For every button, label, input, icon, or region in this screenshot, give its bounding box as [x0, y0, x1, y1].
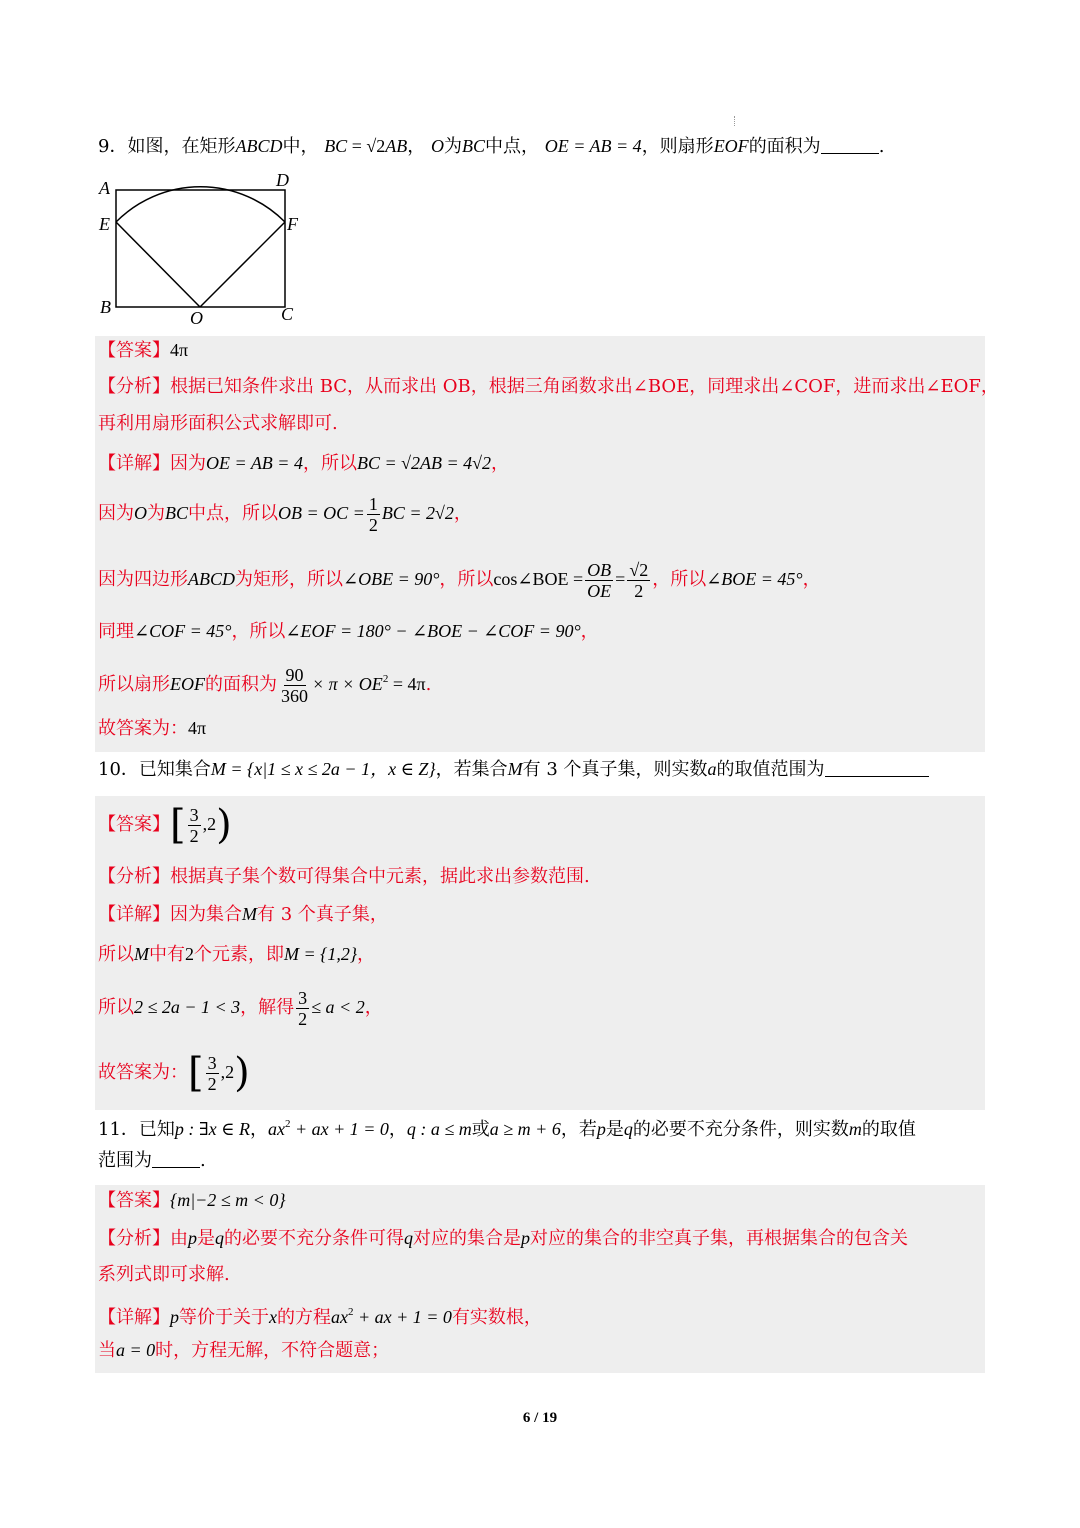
- q9-stem: 9．如图，在矩形ABCD中， BC = √2AB， O为BC中点， OE = AB = 4，则扇形EOF的面积为 .: [98, 136, 885, 157]
- q10-analysis: 【分析】根据真子集个数可得集合中元素，据此求出参数范围.: [98, 866, 590, 887]
- fraction-90-360: $\frac{90}{360}$: [281, 664, 308, 706]
- q11-detail-line2: 当a = 0时，方程无解，不符合题意；: [98, 1340, 390, 1361]
- segment-of: [200, 222, 285, 307]
- label-a: A: [99, 178, 110, 198]
- q10-detail-line1: 【详解】因为集合M有 3 个真子集，: [98, 904, 388, 925]
- fraction-sqrt2-2: $\frac{√2}{2}$: [629, 559, 649, 601]
- q10-answer: 【答案】[ $\frac{3}{2}$ ,2): [98, 802, 232, 848]
- answer-blank: [152, 1150, 200, 1168]
- q10-detail-line2: 所以M中有2个元素，即M = {1,2}，: [98, 944, 376, 965]
- rectangle-sector-figure: [95, 170, 310, 330]
- crop-mark: [734, 116, 735, 126]
- q9-analysis-line2: 再利用扇形面积公式求解即可.: [98, 413, 338, 434]
- label-b: B: [100, 297, 111, 317]
- label-c: C: [281, 304, 294, 324]
- q9-detail-line5: 所以扇形EOF的面积为 $\frac{90}{360}$ × $\pi \times OE^2 = 4\pi$.: [98, 664, 432, 706]
- q9-detail-line4: 同理∠COF = 45°，所以∠EOF = 180° − ∠BOE − ∠COF = 90°，: [98, 621, 599, 642]
- page-number: 6 / 19: [522, 1410, 558, 1426]
- answer-blank: [825, 759, 929, 777]
- fraction-ob-oe: $\frac{OB}{OE}$: [587, 559, 612, 601]
- q11-analysis-line2: 系列式即可求解.: [98, 1264, 230, 1285]
- label-d: D: [276, 170, 289, 190]
- q11-stem-line1: 11．已知p : ∃x ∈ R，$ax^2$ + ax + 1 = 0，q : a ≤ m或a ≥ m + 6，若p是q的必要不充分条件，则实数m的取值: [98, 1118, 916, 1140]
- q9-analysis-line1: 【分析】根据已知条件求出 BC，从而求出 OB，根据三角函数求出∠BOE，同理求出∠COF，进而求出∠EOF，: [98, 376, 999, 397]
- sector-arc: [116, 187, 285, 222]
- q11-detail-line1: 【详解】p等价于关于x的方程$ax^2$ + ax + 1 = 0有实数根，: [98, 1306, 542, 1328]
- q10-stem: 10．已知集合M = {x|1 ≤ x ≤ 2a − 1，x ∈ Z}，若集合M有 3 个真子集，则实数a的取值范围为: [98, 756, 929, 783]
- q9-detail-line1: 【详解】因为OE = AB = 4，所以BC = √2AB = 4√2，: [98, 453, 509, 474]
- q10-detail-line3: 所以2 ≤ 2a − 1 < 3，解得 $\frac{3}{2}$ ≤ a < 2，: [98, 987, 383, 1029]
- segment-oe: [116, 222, 200, 307]
- label-f: F: [287, 214, 298, 234]
- label-o: O: [190, 308, 203, 328]
- q11-analysis-line1: 【分析】由p是q的必要不充分条件可得q对应的集合是p对应的集合的非空真子集，再根据集合的包含关: [98, 1228, 908, 1249]
- q9-detail-line3: 因为四边形ABCD为矩形，所以∠OBE = 90°，所以cos∠BOE = $\frac{OB}{OE}$ = $\frac{√2}{2}$ ，所以∠BOE = 45°，: [98, 559, 821, 601]
- label-e: E: [99, 214, 110, 234]
- q11-stem-line2: 范围为 .: [98, 1150, 206, 1171]
- q10-final-answer: 故答案为：[ $\frac{3}{2}$ ,2): [98, 1050, 250, 1096]
- answer-blank: [821, 136, 879, 154]
- q9-detail-line2: 因为O为BC中点，所以OB = OC = $\frac{1}{2}$ BC = 2√2，: [98, 493, 472, 535]
- q9-final-answer: 故答案为：4π: [98, 718, 207, 739]
- q9-answer: 【答案】4π: [98, 340, 189, 361]
- q11-answer: 【答案】{m|−2 ≤ m < 0}: [98, 1190, 286, 1211]
- fraction-one-half: $\frac{1}{2}$: [368, 493, 378, 535]
